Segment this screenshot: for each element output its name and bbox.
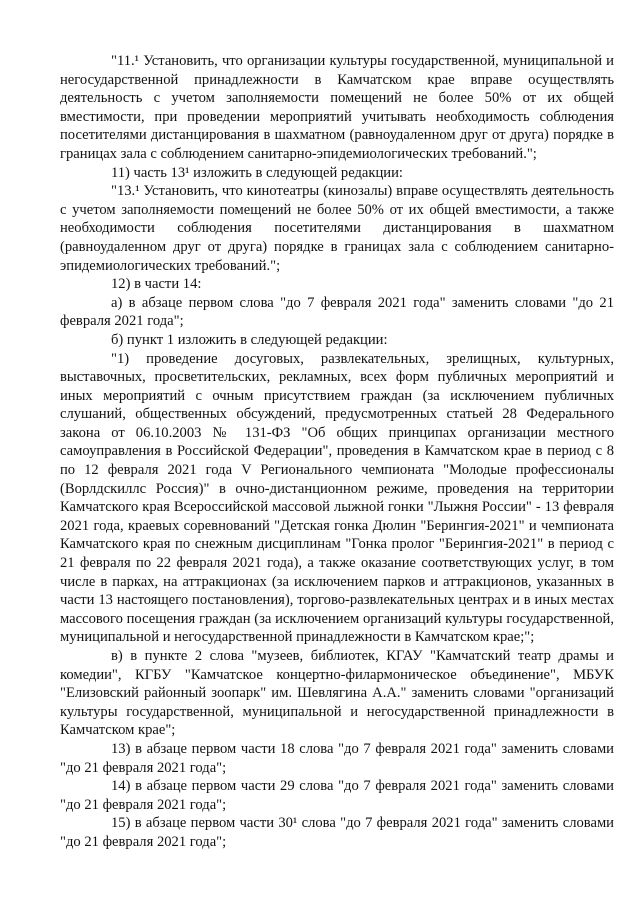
paragraph-item-12: 12) в части 14: — [111, 276, 202, 293]
paragraph-item-12b: б) пункт 1 изложить в следующей редакции: — [111, 331, 388, 348]
paragraph-item-14: 14) в абзаце первом части 29 слова "до 7 февраля 2021 года" заменить словами "до 21 февраля 2021 года"; — [60, 778, 614, 813]
paragraph-item-12a: а) в абзаце первом слова "до 7 февраля 2021 года" заменить словами "до 21 февраля 2021 года"; — [60, 294, 614, 330]
paragraph-item-11: 11) часть 13¹ изложить в следующей редакции: — [111, 164, 403, 181]
paragraph-11-1-culture-organizations: "11.¹ Установить, что организации культуры государственной, муниципальной и негосударственной принадлежности в Камчатском крае вправе осуществлять деятельность с учетом заполняемости помещений не более 50% от их общей вместимости, при проведении мероприятий учитывать необходимость соблюдения посетителями дистанцирования в шахматном (равноудаленном друг от друга) порядке в границах зала с соблюдением санитарно-эпидемиологических требований."; — [60, 53, 614, 162]
paragraph-item-15: 15) в абзаце первом части 30¹ слова "до 7 февраля 2021 года" заменить словами "до 21 февраля 2021 года"; — [60, 815, 614, 850]
paragraph-point-1-text: "1) проведение досуговых, развлекательных, зрелищных, культурных, выставочных, просветительских, рекламных, всех форм публичных мероприятий и иных мероприятий с очным присутствием граждан (за исключением публичных слушаний, общественных обсуждений, предусмотренных статьей 28 Федерального закона от 06.10.2003 № 131-ФЗ "Об общих принципах организации местного самоуправления в Российской Федерации", проведения в Камчатском крае в период с 8 по 12 февраля 2021 года V Регионального чемпионата "Молодые профессионалы (Ворлдскиллс Россия)" в очно-дистанционном режиме, проведения на территории Камчатского края Всероссийской массовой лыжной гонки "Лыжня России" - 13 февраля 2021 года, краевых соревнований "Детская гонка Дюлин "Берингия-2021" и чемпионата Камчатского края по снежным дисциплинам "Гонка пролог "Берингия-2021" в период с 21 февраля по 22 февраля 2021 года), а также оказание соответствующих услуг, в том числе в парках, на аттракционах (за исключением парков и аттракционов, указанных в части 13 настоящего постановления), торгово-развлекательных центрах и в иных местах массового посещения граждан (за исключением организаций культуры государственной, муниципальной и негосударственной принадлежности в Камчатском крае;"; — [60, 350, 614, 646]
paragraph-13-1-cinemas: "13.¹ Установить, что кинотеатры (кинозалы) вправе осуществлять деятельность с учетом заполняемости помещений не более 50% от их общей вместимости, а также необходимости соблюдения посетителями дистанцирования в шахматном (равноудаленном друг от друга) порядке в границах зала с соблюдением санитарно-эпидемиологических требований."; — [60, 183, 614, 274]
paragraph-item-12v: в) в пункте 2 слова "музеев, библиотек, КГАУ "Камчатский театр драмы и комедии", КГБУ "Камчатское концертно-филармоническое объединение", МБУК "Елизовский районный зоопарк" им. Шевлягина А.А." заменить словами "организаций культуры государственной, муниципальной и негосударственной принадлежности в Камчатском крае"; — [60, 648, 614, 739]
document-page — [60, 52, 614, 852]
paragraph-item-13: 13) в абзаце первом части 18 слова "до 7 февраля 2021 года" заменить словами "до 21 февраля 2021 года"; — [60, 740, 614, 776]
